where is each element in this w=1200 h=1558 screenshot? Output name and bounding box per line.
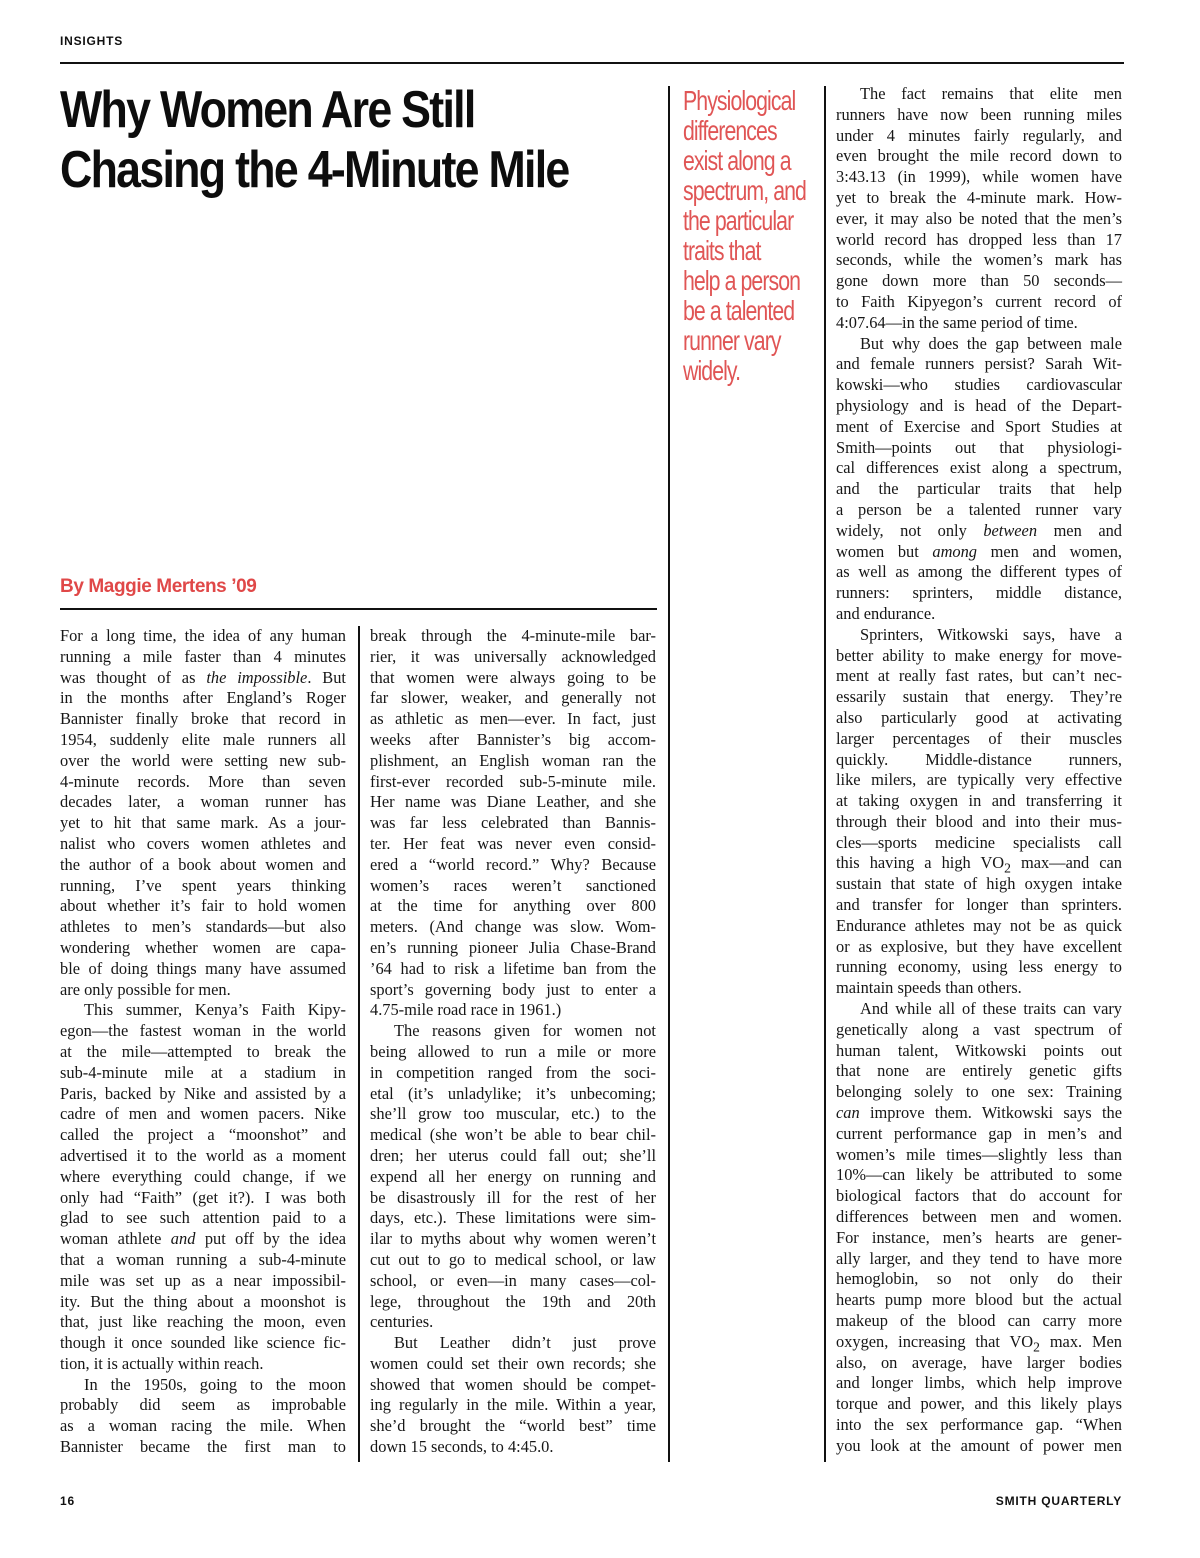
text-line: the author of a book about women and [60, 854, 346, 874]
text-line: nalist who covers women athletes and [60, 833, 346, 853]
text-line: ment at really fast rates, but can’t nec- [836, 666, 1122, 686]
text-line: widely, not only between men and [836, 520, 1122, 540]
text-line: she’d brought the “world best” time [370, 1416, 656, 1436]
text-line: medical (she won’t be able to bear chil- [370, 1125, 656, 1145]
text-line: that, just like reaching the moon, even [60, 1312, 346, 1332]
text-line: women’s races weren’t sanctioned [370, 875, 656, 895]
text-line: ered a “world record.” Why? Because [370, 854, 656, 874]
text-line: For a long time, the idea of any human [60, 626, 346, 645]
text-line: cles—sports medicine specialists call [836, 832, 1122, 852]
text-line: in the months after England’s Roger [60, 688, 346, 708]
text-line: oxygen, increasing that $VO_2$ max. Men [836, 1331, 1123, 1355]
pull-quote [683, 86, 811, 386]
column-divider-2 [668, 86, 670, 1462]
text-line: also, on average, have larger bodies [836, 1352, 1122, 1372]
text-line: like milers, are typically very effective [836, 770, 1122, 790]
column-3 [836, 84, 1122, 1457]
page-number: 16 [60, 1494, 75, 1508]
text-line: at the time for anything over 800 [370, 896, 656, 916]
pull-quote-line: runner vary [683, 325, 781, 356]
text-line: glad to see such attention paid to a [60, 1208, 346, 1228]
text-line: over the world were setting new sub- [60, 750, 346, 770]
text-line: women but among men and women, [836, 541, 1122, 561]
pull-quote-line: differences [683, 115, 777, 146]
text-line: break through the 4-minute-mile bar- [370, 626, 656, 645]
text-line: makeup of the blood can carry more [836, 1311, 1122, 1331]
text-line: Smith—points out that physiologi- [836, 437, 1122, 457]
pull-quote-line: widely. [683, 355, 741, 386]
text-line: seconds, while the women’s mark has [836, 250, 1122, 270]
text-line: The fact remains that elite men [860, 84, 1122, 103]
text-line: 4-minute records. More than seven [60, 771, 346, 791]
text-line: belonging solely to one sex: Training [836, 1082, 1122, 1102]
text-line: 1954, suddenly elite male runners all [60, 729, 346, 749]
text-line: down 15 seconds, to 4:45.0. [370, 1437, 554, 1457]
text-line: human talent, Witkowski points out [836, 1040, 1122, 1060]
text-line: weeks after Bannister’s big accom- [370, 729, 656, 749]
text-line: plishment, an English woman ran the [370, 750, 656, 770]
text-line: a person be a talented runner vary [836, 499, 1122, 519]
text-line: 10%—can likely be attributed to some [836, 1165, 1122, 1185]
text-line: torque and power, and this likely plays [836, 1394, 1122, 1414]
text-line: maintain speeds than others. [836, 978, 1022, 998]
text-line: be disastrously ill for the rest of her [370, 1187, 656, 1207]
text-line: and the particular traits that help [836, 479, 1122, 499]
text-line: dren; her uterus could fall out; she’ll [370, 1145, 656, 1165]
pull-quote-line: traits that [683, 235, 761, 266]
text-line: better ability to make energy for move- [836, 645, 1122, 665]
top-rule [60, 62, 1124, 64]
text-line: or as explosive, but they have excellent [836, 936, 1122, 956]
publication-name: SMITH QUARTERLY [995, 1494, 1122, 1508]
text-line: running economy, using less energy to [836, 957, 1122, 977]
text-line: school, or even—in many cases—col- [370, 1270, 656, 1290]
pull-quote-line: the particular [683, 205, 794, 236]
text-line: quickly. Middle-distance runners, [836, 749, 1122, 769]
text-line: ilar to myths about why women weren’t [370, 1229, 656, 1249]
pull-quote-line: Physiological [683, 85, 796, 116]
text-line: cut out to go to medical school, or law [370, 1249, 656, 1269]
text-line: and endurance. [836, 603, 936, 623]
text-line: at the mile—attempted to break the [60, 1041, 346, 1061]
text-line: where everything could change, if we [60, 1166, 346, 1186]
text-line: yet to hit that same mark. As a jour- [60, 813, 346, 833]
text-line: and longer limbs, which help improve [836, 1373, 1122, 1393]
text-line: first-ever recorded sub-5-minute mile. [370, 771, 656, 791]
text-line: at taking oxygen in and transferring it [836, 791, 1122, 811]
text-line: that none are entirely genetic gifts [836, 1061, 1122, 1081]
text-line: expend all her energy on running and [370, 1166, 656, 1186]
text-line: and transfer for longer than sprinters. [836, 895, 1122, 915]
text-line: ever, it may also be noted that the men’s [836, 208, 1122, 228]
text-line: only had “Faith” (get it?). I was both [60, 1187, 346, 1207]
text-line: through their blood and into their mus- [836, 811, 1122, 831]
text-line: lege, throughout the 19th and 20th [370, 1291, 656, 1311]
text-line: This summer, Kenya’s Faith Kipy- [84, 1000, 346, 1020]
text-line: rier, it was universally acknowledged [370, 646, 656, 666]
text-line: even brought the mile record down to [836, 146, 1122, 166]
text-line: essarily sustain that energy. They’re [836, 687, 1122, 707]
text-line: running a mile faster than 4 minutes [60, 646, 346, 666]
column-divider-1 [358, 626, 360, 1462]
text-line: showed that women should be compet- [370, 1374, 656, 1394]
text-line: also particularly good at activating [836, 707, 1122, 727]
pull-quote-line: spectrum, and [683, 175, 806, 206]
text-line: ity. But the thing about a moonshot is [60, 1291, 346, 1311]
text-line: 3:43.13 (in 1999), while women have [836, 167, 1122, 187]
text-line: ’64 had to risk a lifetime ban from the [370, 958, 656, 978]
text-line: 4:07.64—in the same period of time. [836, 312, 1078, 332]
text-line: in competition ranged from the soci- [370, 1062, 656, 1082]
text-line: 4.75-mile road race in 1961.) [370, 1000, 562, 1020]
text-line: wondering whether women are capa- [60, 937, 346, 957]
text-line: to Faith Kipyegon’s current record of [836, 291, 1122, 311]
text-line: In the 1950s, going to the moon [84, 1374, 346, 1394]
text-line: world record has dropped less than 17 [836, 229, 1122, 249]
headline-line-1: Why Women Are Still [60, 81, 475, 139]
text-line: tion, it is actually within reach. [60, 1353, 264, 1373]
text-line: women could set their own records; she [370, 1353, 656, 1373]
text-line: though it once sounded like science fic- [60, 1333, 346, 1353]
text-line: differences between men and women. [836, 1207, 1122, 1227]
text-line: Bannister became the first man to [60, 1437, 346, 1457]
text-line: mile was set up as a near impossibil- [60, 1270, 346, 1290]
text-line: Paris, backed by Nike and assisted by a [60, 1083, 346, 1103]
text-line: women’s mile times—slightly less than [836, 1144, 1122, 1164]
text-line: woman athlete and put off by the idea [60, 1229, 346, 1249]
text-line: ing regularly in the mile. Within a year, [370, 1395, 656, 1415]
column-2 [370, 626, 656, 1458]
column-1 [60, 626, 346, 1458]
text-line: are only possible for men. [60, 979, 231, 999]
text-line: probably did seem as improbable [60, 1395, 346, 1415]
text-line: hearts pump more blood but the actual [836, 1290, 1122, 1310]
text-line: centuries. [370, 1312, 434, 1332]
text-line: called the project a “moonshot” and [60, 1125, 346, 1145]
byline-rule [60, 608, 657, 610]
text-line: was far less celebrated than Bannis- [370, 813, 656, 833]
text-line: this having a high $VO_2$ max—and can [836, 853, 1122, 876]
text-line: and female runners persist? Sarah Wit- [836, 354, 1122, 374]
byline: By Maggie Mertens ’09 [60, 576, 257, 597]
text-line: Endurance athletes may not be as quick [836, 915, 1122, 935]
text-line: she’ll grow too muscular, etc.) to the [370, 1104, 656, 1124]
pull-quote-line: help a person [683, 265, 801, 296]
text-line: Her name was Diane Leather, and she [370, 792, 656, 812]
text-line: athletes to men’s standards—but also [60, 917, 346, 937]
text-line: biological factors that do account for [836, 1186, 1122, 1206]
text-line: But why does the gap between male [860, 333, 1122, 353]
text-line: advertised it to the world as a moment [60, 1145, 346, 1165]
text-line: Bannister finally broke that record in [60, 709, 346, 729]
text-line: that a woman running a sub-4-minute [60, 1249, 346, 1269]
text-line: genetically along a vast spectrum of [836, 1019, 1122, 1039]
text-line: Sprinters, Witkowski says, have a [860, 624, 1122, 644]
text-line: ment of Exercise and Sport Studies at [836, 416, 1122, 436]
text-line: sport’s governing body just to enter a [370, 979, 656, 999]
text-line: was thought of as the impossible. But [60, 667, 346, 687]
text-line: running, I’ve spent years thinking [60, 875, 346, 895]
text-line: under 4 minutes fairly regularly, and [836, 125, 1122, 145]
text-line: yet to break the 4-minute mark. How- [836, 187, 1122, 207]
text-line: runners: sprinters, middle distance, [836, 583, 1122, 603]
text-line: into the sex performance gap. “When [836, 1415, 1122, 1434]
pull-quote-line: exist along a [683, 145, 791, 176]
text-line: kowski—who studies cardiovascular [836, 375, 1122, 395]
text-line: runners have now been running miles [836, 104, 1122, 124]
section-label: INSIGHTS [60, 34, 124, 48]
text-line: ally larger, and they tend to have more [836, 1248, 1122, 1268]
text-line: sub-4-minute mile at a stadium in [60, 1062, 346, 1082]
column-divider-3 [824, 86, 826, 1462]
text-line: And while all of these traits can vary [860, 999, 1122, 1019]
pull-quote-line: be a talented [683, 295, 795, 326]
text-line: etal (it’s unladylike; it’s unbecoming; [370, 1083, 656, 1103]
text-line: can improve them. Witkowski says the [836, 1103, 1122, 1123]
text-line: en’s running pioneer Julia Chase-Brand [370, 937, 656, 957]
text-line: as well as among the different types of [836, 562, 1122, 582]
text-line: The reasons given for women not [394, 1021, 656, 1041]
text-line: larger percentages of their muscles [836, 728, 1122, 748]
text-line: For instance, men’s hearts are gener- [836, 1227, 1122, 1247]
text-line: meters. (And change was slow. Wom- [370, 917, 656, 937]
text-line: about whether it’s fair to hold women [60, 896, 346, 916]
text-line: current performance gap in men’s and [836, 1123, 1122, 1143]
text-line: cadre of men and women pacers. Nike [60, 1104, 346, 1124]
text-line: hemoglobin, so not only do their [836, 1269, 1122, 1289]
text-line: days, etc.). These limitations were sim- [370, 1208, 656, 1228]
text-line: egon—the fastest woman in the world [60, 1021, 346, 1041]
text-line: sustain that state of high oxygen intake [836, 874, 1122, 894]
text-line: ble of doing things many have assumed [60, 958, 346, 978]
text-line: far slower, weaker, and generally not [370, 688, 656, 708]
text-line: you look at the amount of power men [836, 1435, 1122, 1455]
text-line: physiology and is head of the Depart- [836, 395, 1122, 415]
text-line: cal differences exist along a spectrum, [836, 458, 1122, 478]
text-line: gone down more than 50 seconds— [836, 271, 1122, 291]
headline-line-2: Chasing the 4-Minute Mile [60, 141, 569, 199]
text-line: decades later, a woman runner has [60, 792, 346, 812]
article-headline [60, 80, 569, 200]
text-line: ter. Her feat was never even consid- [370, 833, 656, 853]
text-line: that women were always going to be [370, 667, 656, 687]
text-line: as athletic as men—ever. In fact, just [370, 709, 656, 729]
text-line: as a woman racing the mile. When [60, 1416, 346, 1436]
text-line: being allowed to run a mile or more [370, 1041, 656, 1061]
text-line: But Leather didn’t just prove [394, 1333, 656, 1353]
